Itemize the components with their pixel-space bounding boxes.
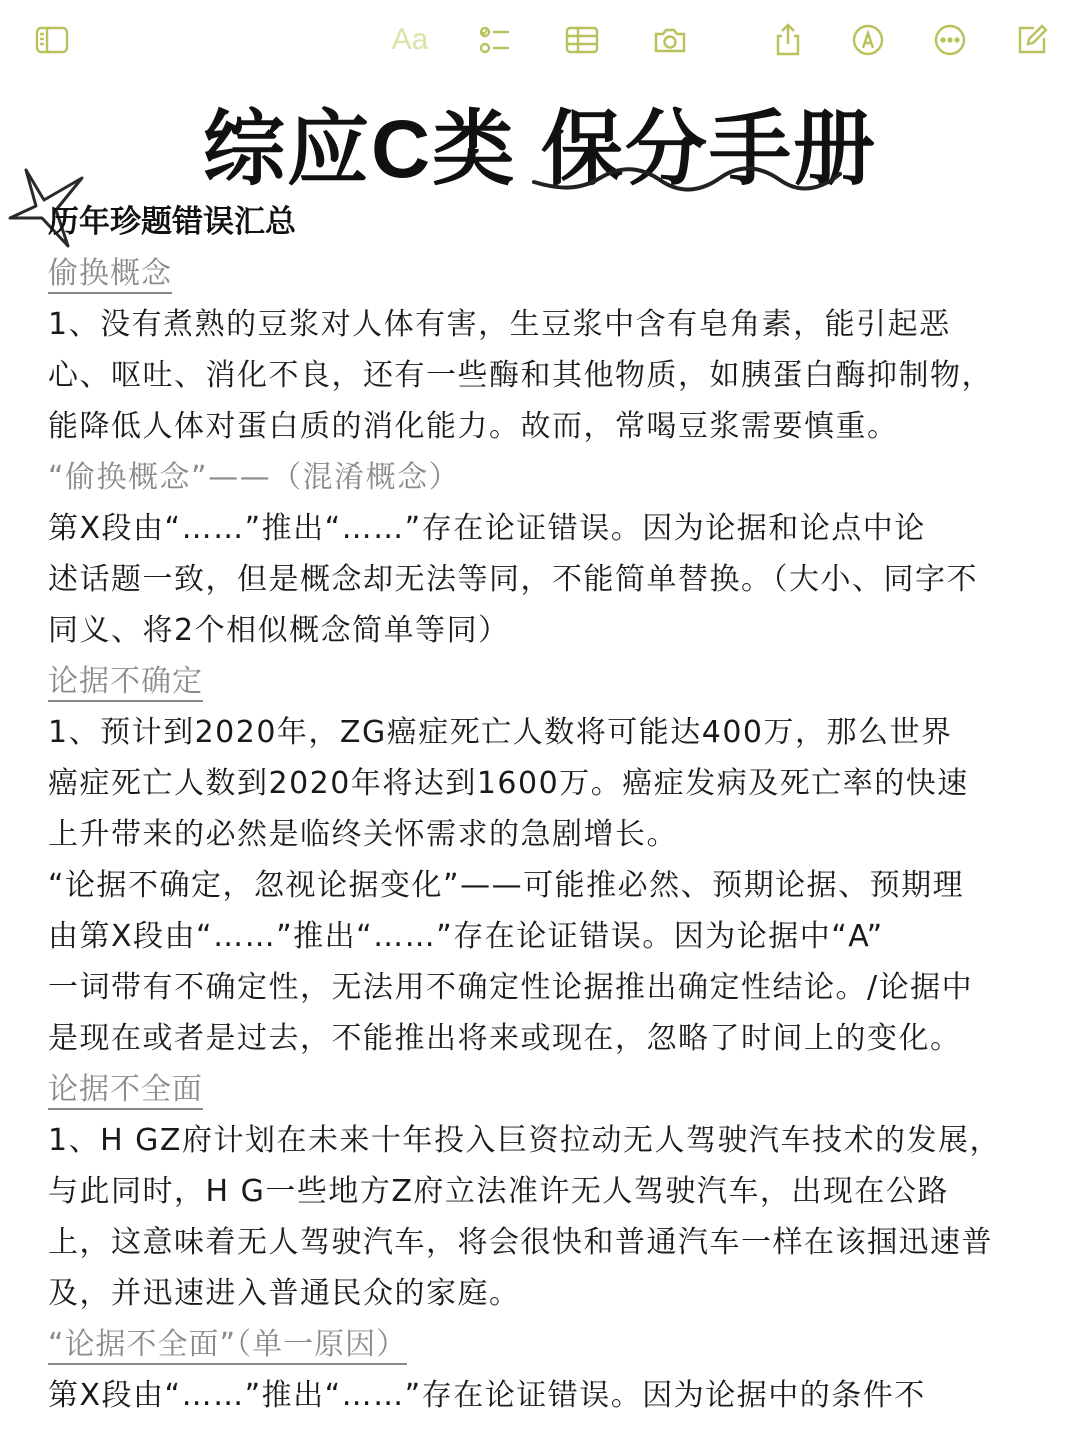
compose-icon[interactable] — [1010, 18, 1054, 62]
body-line: 由第X段由“……”推出“……”存在论证错误。因为论据中“A” — [48, 919, 884, 954]
share-icon[interactable] — [766, 18, 810, 62]
section-title: 历年珍题错误汇总 — [48, 204, 296, 240]
body-line: 及，并迅速进入普通民众的家庭。 — [48, 1276, 521, 1311]
body-line: 1、没有煮熟的豆浆对人体有害，生豆浆中含有皂角素，能引起恶 — [48, 307, 951, 342]
body-line: 与此同时，H G一些地方Z府立法准许无人驾驶汽车，出现在公路 — [48, 1174, 949, 1209]
body-line: 一词带有不确定性，无法用不确定性论据推出确定性结论。/论据中 — [48, 970, 974, 1005]
body-line: 上升带来的必然是临终关怀需求的急剧增长。 — [48, 817, 678, 852]
table-icon[interactable] — [560, 18, 604, 62]
body-line: 能降低人体对蛋白质的消化能力。故而，常喝豆浆需要慎重。 — [48, 409, 899, 444]
pen-circle-icon[interactable] — [846, 18, 890, 62]
notes-toolbar — [0, 0, 1080, 80]
body-line: 是现在或者是过去，不能推出将来或现在，忽略了时间上的变化。 — [48, 1021, 962, 1056]
checklist-icon[interactable] — [472, 18, 516, 62]
title-squiggle-decoration — [530, 160, 844, 196]
body-line: 心、呕吐、消化不良，还有一些酶和其他物质，如胰蛋白酶抑制物， — [48, 358, 993, 393]
note-title: 综应C类 保分手册 — [202, 104, 877, 195]
camera-icon[interactable] — [648, 18, 692, 62]
body-line: “论据不确定，忽视论据变化”——可能推必然、预期论据、预期理 — [48, 868, 965, 903]
body-line: 第X段由“……”推出“……”存在论证错误。因为论据和论点中论 — [48, 511, 926, 546]
subheading-3: 论据不全面 — [48, 1064, 203, 1110]
body-line: 1、预计到2020年，ZG癌症死亡人数将可能达400万，那么世界 — [48, 715, 953, 750]
body-line: 癌症死亡人数到2020年将达到1600万。癌症发病及死亡率的快速 — [48, 766, 969, 801]
body-line: 上，这意味着无人驾驶汽车，将会很快和普通汽车一样在该掴迅速普 — [48, 1225, 993, 1260]
body-line: 述话题一致，但是概念却无法等同，不能简单替换。（大小、同字不 — [48, 562, 978, 597]
subheading-1: 偷换概念 — [48, 248, 172, 294]
body-line: 1、H GZ府计划在未来十年投入巨资拉动无人驾驶汽车技术的发展， — [48, 1123, 1001, 1158]
ellipsis-circle-icon[interactable] — [928, 18, 972, 62]
grey-caption-underlined: “论据不全面”（单一原因） — [48, 1319, 407, 1365]
note-body[interactable] — [48, 196, 1038, 1421]
body-line: 同义、将2个相似概念简单等同） — [48, 613, 510, 648]
body-line: 第X段由“……”推出“……”存在论证错误。因为论据中的条件不 — [48, 1378, 926, 1413]
subheading-2: 论据不确定 — [48, 656, 203, 702]
format-text-icon[interactable]: Aa — [391, 23, 429, 56]
grey-caption: “偷换概念”——（混淆概念） — [48, 460, 461, 495]
sidebar-icon[interactable] — [30, 18, 74, 62]
